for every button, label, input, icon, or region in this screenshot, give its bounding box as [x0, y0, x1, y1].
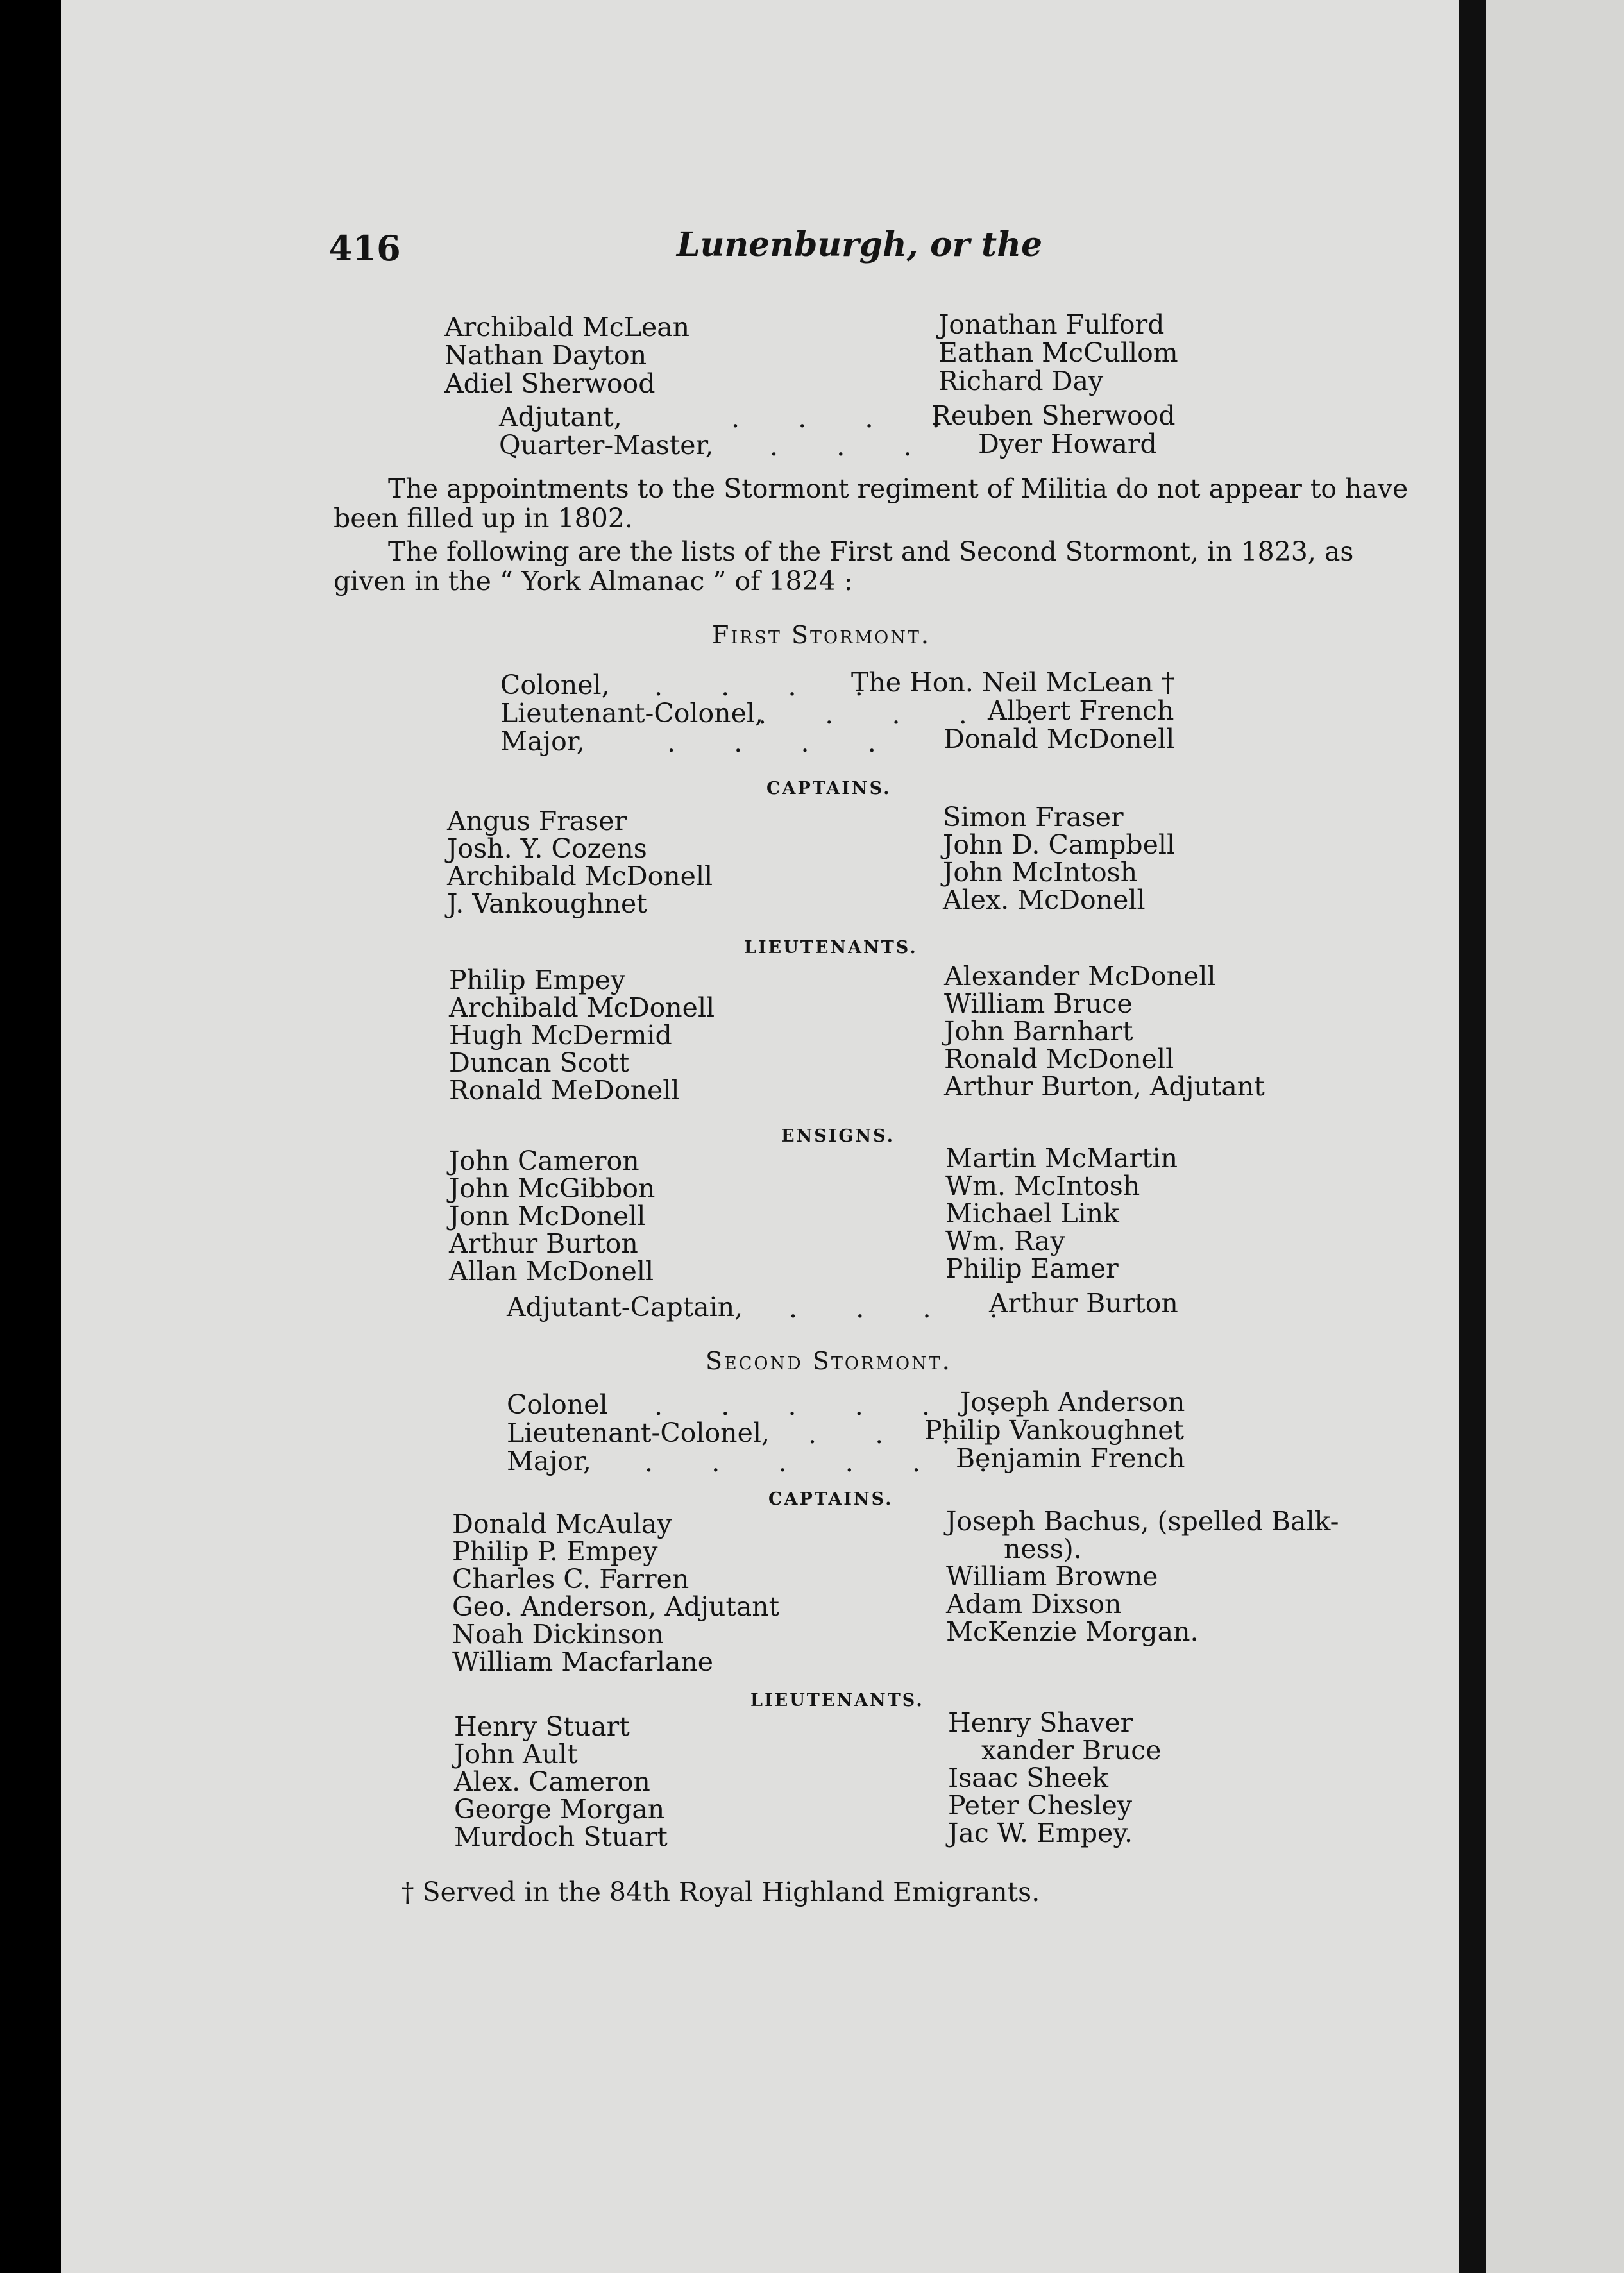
officer-name: Henry Shaver	[948, 1707, 1133, 1738]
officer-name: Peter Chesley	[948, 1790, 1132, 1821]
subheading-captains: CAPTAINS.	[768, 1489, 893, 1509]
officer-name: Donald McDonell	[943, 723, 1175, 754]
paragraph-line: been filled up in 1802.	[334, 503, 633, 534]
officer-name: Richard Day	[938, 366, 1104, 396]
officer-name: John Cameron	[449, 1145, 639, 1176]
paragraph-line: The appointments to the Stormont regiment of Militia do not appear to have	[388, 473, 1408, 504]
officer-name: Archibald McLean	[444, 312, 690, 342]
leader-dots: . . . .	[667, 727, 876, 758]
officer-name: Duncan Scott	[449, 1047, 630, 1078]
officer-name: Michael Link	[945, 1198, 1119, 1229]
rank-label: Adjutant-Captain,	[507, 1292, 743, 1322]
officer-name: Alex. McDonell	[943, 884, 1146, 915]
officer-name: William Browne	[946, 1561, 1158, 1592]
rank-label: Adjutant,	[499, 401, 622, 432]
rank-label: Colonel	[507, 1389, 608, 1420]
officer-name: Dyer Howard	[978, 428, 1157, 459]
officer-name: Ronald McDonell	[944, 1044, 1174, 1074]
officer-name: Philip P. Empey	[452, 1536, 658, 1567]
subheading-ensigns: ENSIGNS.	[781, 1126, 895, 1146]
officer-name: Simon Fraser	[943, 802, 1124, 832]
leader-dots: . . . .	[654, 671, 863, 702]
officer-name: John Ault	[454, 1739, 578, 1770]
leader-dots: . . . .	[731, 403, 940, 434]
subheading-lieutenants: LIEUTENANTS.	[750, 1691, 924, 1711]
leader-dots: . . . . . .	[654, 1390, 997, 1421]
next-page-edge	[1486, 0, 1624, 2273]
officer-name: Ronald MeDonell	[449, 1075, 680, 1106]
officer-name: Albert French	[988, 695, 1174, 726]
officer-name: Benjamin French	[956, 1443, 1185, 1474]
officer-name: Archibald McDonell	[447, 861, 713, 891]
officer-name: Philip Empey	[449, 965, 626, 995]
officer-name: Jac W. Empey.	[948, 1818, 1133, 1848]
subheading-lieutenants: LIEUTENANTS.	[744, 938, 918, 958]
officer-name: Philip Eamer	[945, 1253, 1119, 1284]
leader-dots: . . . . .	[758, 699, 1035, 730]
officer-name: John McGibbon	[449, 1173, 656, 1204]
rank-label: Quarter-Master,	[499, 430, 714, 461]
officer-name: Charles C. Farren	[452, 1564, 689, 1594]
section-title: Second Stormont.	[706, 1347, 952, 1375]
footnote: † Served in the 84th Royal Highland Emigrants.	[401, 1877, 1040, 1907]
officer-name: William Bruce	[944, 988, 1133, 1019]
officer-name: Angus Fraser	[447, 806, 627, 836]
paragraph-line: The following are the lists of the First and Second Stormont, in 1823, as	[388, 536, 1354, 567]
officer-name: Hugh McDermid	[449, 1020, 672, 1051]
officer-name: Adam Dixson	[946, 1589, 1122, 1619]
officer-name: Jonn McDonell	[449, 1201, 646, 1231]
officer-name: Alex. Cameron	[454, 1766, 650, 1797]
officer-name: Josh. Y. Cozens	[447, 833, 647, 864]
officer-name: Arthur Burton	[449, 1228, 638, 1259]
officer-name: Noah Dickinson	[452, 1619, 664, 1650]
leader-dots: . . .	[770, 431, 912, 462]
officer-name: Wm. Ray	[945, 1226, 1065, 1256]
rank-label: Major,	[500, 726, 585, 757]
officer-name: Martin McMartin	[945, 1143, 1178, 1174]
book-page	[61, 0, 1459, 2273]
officer-name: Adiel Sherwood	[444, 368, 656, 399]
officer-name: John McIntosh	[943, 857, 1138, 888]
leader-dots: . . . .	[789, 1293, 998, 1324]
officer-name: Joseph Anderson	[960, 1387, 1185, 1417]
officer-name: Eathan McCullom	[938, 337, 1178, 368]
officer-name: Alexander McDonell	[944, 961, 1216, 992]
officer-name: McKenzie Morgan.	[946, 1616, 1199, 1647]
officer-name: Jonathan Fulford	[938, 309, 1165, 340]
officer-name: Arthur Burton, Adjutant	[944, 1071, 1265, 1102]
officer-name: xander Bruce	[981, 1735, 1162, 1766]
rank-label: Major,	[507, 1446, 591, 1476]
officer-name: Donald McAulay	[452, 1508, 672, 1539]
rank-label: Lieutenant-Colonel,	[507, 1417, 770, 1448]
leader-dots: . . .	[808, 1419, 951, 1449]
officer-name: Wm. McIntosh	[945, 1170, 1140, 1201]
rank-label: Colonel,	[500, 670, 610, 700]
officer-name: Henry Stuart	[454, 1711, 630, 1742]
running-title: Lunenburgh, or the	[677, 225, 1043, 264]
officer-name: Nathan Dayton	[444, 340, 647, 371]
officer-name: Joseph Bachus, (spelled Balk-	[946, 1506, 1339, 1537]
officer-name: John D. Campbell	[943, 829, 1176, 860]
officer-name: Murdoch Stuart	[454, 1821, 668, 1852]
officer-name: Allan McDonell	[449, 1256, 654, 1287]
officer-name: Isaac Sheek	[948, 1762, 1108, 1793]
officer-name: The Hon. Neil McLean †	[851, 667, 1175, 698]
officer-name: William Macfarlane	[452, 1646, 714, 1677]
officer-name: Arthur Burton	[989, 1288, 1178, 1319]
officer-name: ness).	[1004, 1534, 1082, 1564]
book-gutter	[1459, 0, 1486, 2273]
officer-name: Geo. Anderson, Adjutant	[452, 1591, 780, 1622]
officer-name: J. Vankoughnet	[447, 888, 647, 919]
officer-name: John Barnhart	[944, 1016, 1133, 1047]
officer-name: George Morgan	[454, 1794, 665, 1825]
officer-name: Archibald McDonell	[449, 992, 715, 1023]
paragraph-line: given in the “ York Almanac ” of 1824 :	[334, 566, 853, 596]
section-title: First Stormont.	[712, 621, 931, 649]
rank-label: Lieutenant-Colonel,	[500, 698, 763, 729]
leader-dots: . . . . . .	[645, 1447, 988, 1478]
page-number: 416	[328, 228, 401, 269]
subheading-captains: CAPTAINS.	[766, 779, 892, 799]
officer-name: Reuben Sherwood	[931, 400, 1176, 431]
officer-name: Philip Vankoughnet	[924, 1415, 1185, 1446]
